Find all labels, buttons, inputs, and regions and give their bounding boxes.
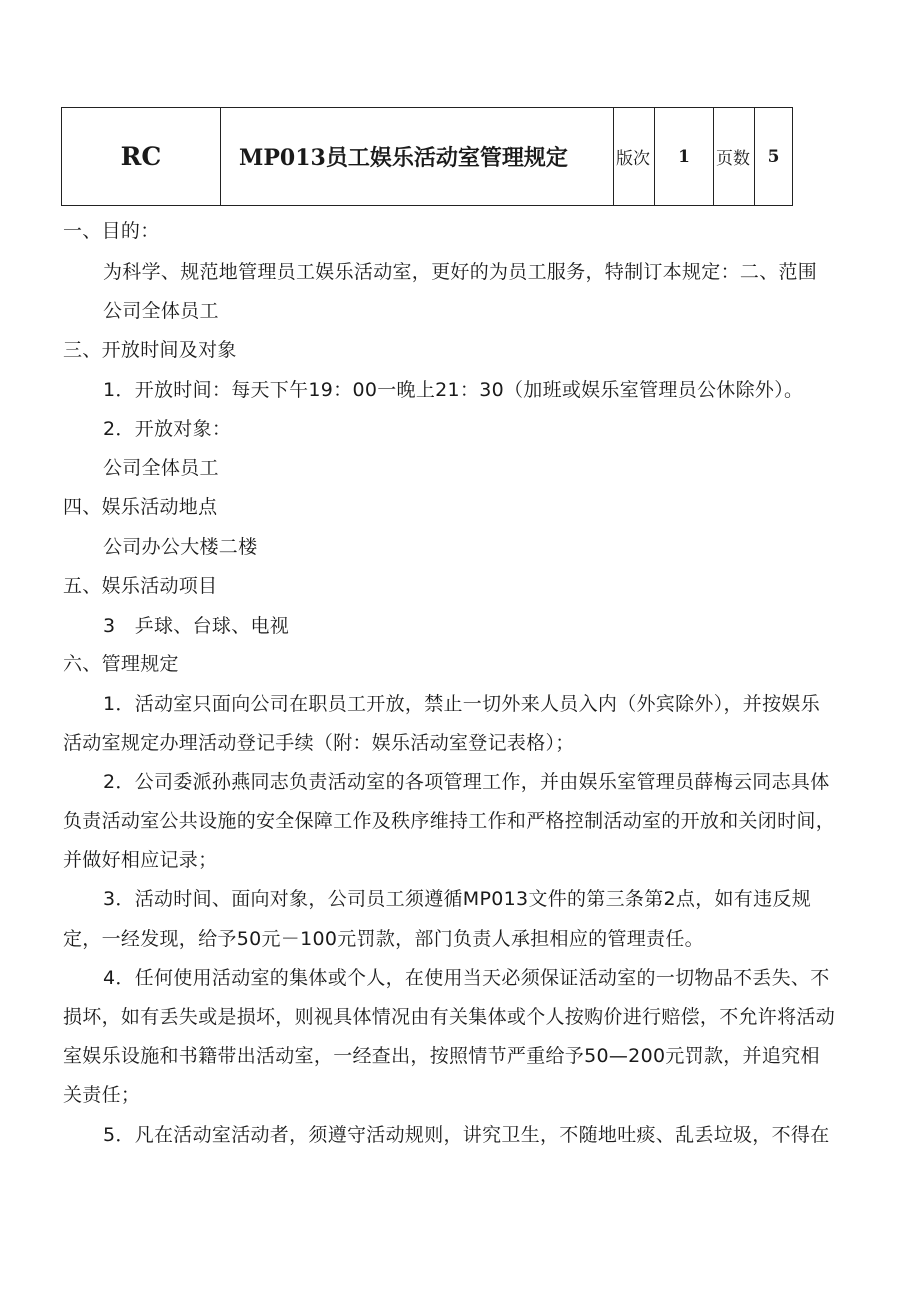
version-value: 1 xyxy=(655,108,714,206)
section-heading: 五、娱乐活动项目 xyxy=(63,575,218,597)
body-line: 5．凡在活动室活动者，须遵守活动规则，讲究卫生，不随地吐痰、乱丢垃圾，不得在 xyxy=(103,1124,830,1146)
version-label: 版次 xyxy=(614,108,655,206)
section-heading: 四、娱乐活动地点 xyxy=(63,496,218,518)
section-heading: 三、开放时间及对象 xyxy=(63,339,237,361)
body-line: 活动室规定办理活动登记手续（附：娱乐活动室登记表格）； xyxy=(63,732,575,754)
body-line: 公司全体员工 xyxy=(103,300,219,322)
body-line: 1．活动室只面向公司在职员工开放，禁止一切外来人员入内（外宾除外），并按娱乐 xyxy=(103,693,820,715)
body-line: 损坏，如有丢失或是损坏，则视具体情况由有关集体或个人按购价进行赔偿，不允许将活动 xyxy=(63,1006,836,1028)
body-line: 为科学、规范地管理员工娱乐活动室，更好的为员工服务，特制订本规定：二、范围 xyxy=(103,261,818,283)
body-line: 3 乒球、台球、电视 xyxy=(103,615,290,637)
body-line: 1．开放时间：每天下午19：00一晚上21：30（加班或娱乐室管理员公休除外）。 xyxy=(103,379,804,401)
body-line: 2．公司委派孙燕同志负责活动室的各项管理工作，并由娱乐室管理员薛梅云同志具体 xyxy=(103,771,830,793)
pages-label: 页数 xyxy=(714,108,755,206)
section-heading: 一、目的： xyxy=(63,220,160,242)
body-line: 4．任何使用活动室的集体或个人，在使用当天必须保证活动室的一切物品不丢失、不 xyxy=(103,967,830,989)
body-line: 关责任； xyxy=(63,1084,141,1106)
body-line: 公司全体员工 xyxy=(103,457,219,479)
body-line: 公司办公大楼二楼 xyxy=(103,536,258,558)
org-code: RC xyxy=(62,108,221,206)
document-header-table xyxy=(61,107,793,206)
body-line: 2．开放对象： xyxy=(103,418,232,440)
pages-value: 5 xyxy=(755,108,793,206)
body-line: 负责活动室公共设施的安全保障工作及秩序维持工作和严格控制活动室的开放和关闭时间， xyxy=(63,810,836,832)
body-line: 并做好相应记录； xyxy=(63,849,218,871)
body-line: 3．活动时间、面向对象，公司员工须遵循MP013文件的第三条第2点，如有违反规 xyxy=(103,888,811,910)
document-title: MP013员工娱乐活动室管理规定 xyxy=(221,108,614,206)
section-heading: 六、管理规定 xyxy=(63,653,179,675)
body-line: 定，一经发现，给予50元－100元罚款，部门负责人承担相应的管理责任。 xyxy=(63,928,704,950)
body-line: 室娱乐设施和书籍带出活动室，一经查出，按照情节严重给予50—200元罚款，并追究相 xyxy=(63,1045,820,1067)
